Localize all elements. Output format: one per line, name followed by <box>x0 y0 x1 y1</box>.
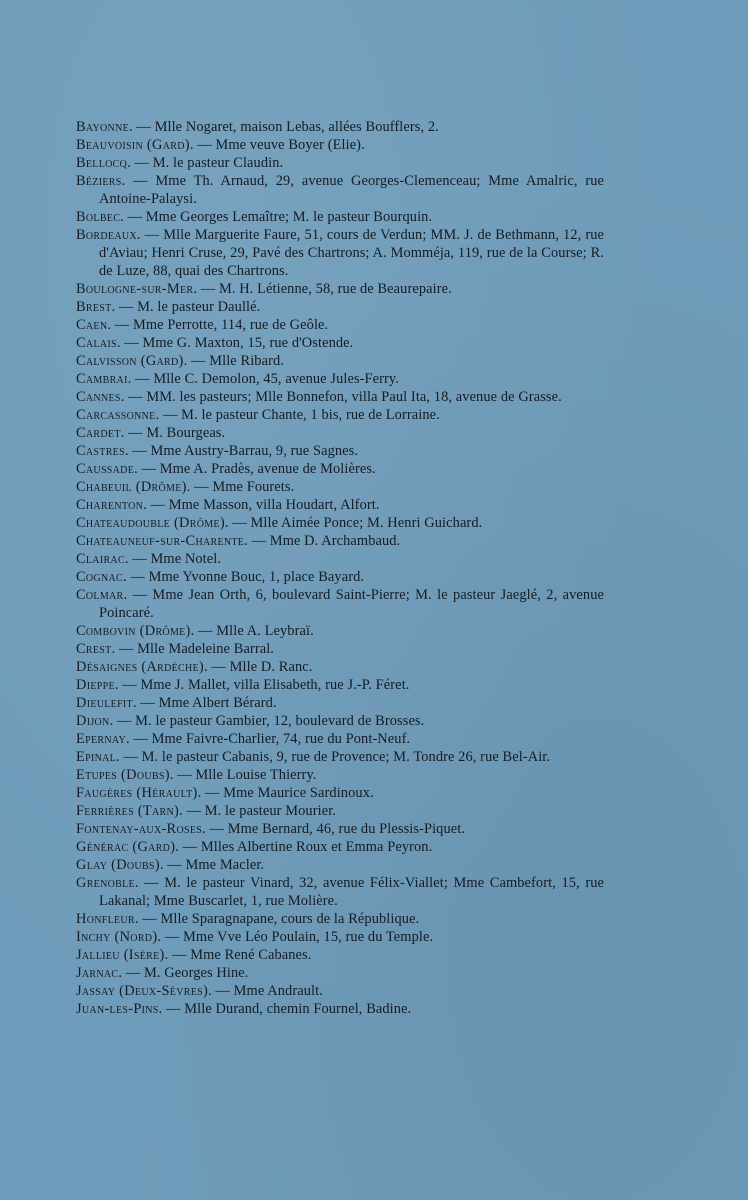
list-item <box>76 712 604 730</box>
separator: . — <box>111 299 138 315</box>
separator: . — <box>114 677 141 693</box>
entry-text: M. Bourgeas. <box>146 425 226 441</box>
separator: . — <box>155 407 182 423</box>
list-item <box>76 226 604 280</box>
city-name: Cambrai <box>76 371 128 387</box>
city-name: Calais <box>76 335 117 351</box>
separator: . — <box>107 317 133 333</box>
list-item <box>76 730 604 748</box>
separator: . — <box>193 281 219 297</box>
entry-text: Mlle Madeleine Barral. <box>137 641 274 657</box>
city-name: Dieppe <box>76 677 115 693</box>
separator: . — <box>129 119 155 135</box>
list-item <box>76 676 604 694</box>
entry-text: Mlle Durand, chemin Fournel, Badine. <box>184 1001 412 1017</box>
city-name: Crest <box>76 641 112 657</box>
list-item <box>76 748 604 766</box>
separator: . — <box>124 443 151 459</box>
city-name: Calvisson (Gard) <box>76 353 184 369</box>
list-item <box>76 208 604 226</box>
separator: . — <box>136 227 164 243</box>
list-item <box>76 442 604 460</box>
city-name: Dijon <box>76 713 110 729</box>
city-name: Chateauneuf-sur-Charente <box>76 533 245 549</box>
separator: . — <box>189 137 216 153</box>
city-name: Fontenay-aux-Roses <box>76 821 203 837</box>
entry-text: Mme Andrault. <box>233 983 323 999</box>
separator: . — <box>127 155 153 171</box>
entry-text: Mlle Nogaret, maison Lebas, allées Boufflers, 2. <box>154 119 439 135</box>
city-name: Dieulefit <box>76 695 133 711</box>
entry-text: M. H. Létienne, 58, rue de Beaurepaire. <box>218 281 452 297</box>
list-item <box>76 316 604 334</box>
separator: . — <box>204 659 230 675</box>
separator: . — <box>208 983 234 999</box>
separator: . — <box>134 875 165 891</box>
city-name: Bolbec <box>76 209 121 225</box>
separator: . — <box>120 389 147 405</box>
city-name: Glay (Doubs) <box>76 857 160 873</box>
city-name: Charenton <box>76 497 144 513</box>
entry-text: M. le pasteur Daullé. <box>137 299 261 315</box>
city-name: Bellocq <box>76 155 128 171</box>
list-item <box>76 1000 604 1018</box>
entry-text: Mme veuve Boyer (Elie). <box>215 137 365 153</box>
city-name: Désaignes (Ardèche) <box>76 659 205 675</box>
entry-text: M. le pasteur Gambier, 12, boulevard de Brosses. <box>135 713 425 729</box>
city-name: Carcassonne <box>76 407 156 423</box>
list-item <box>76 982 604 1000</box>
city-name: Bordeaux <box>76 227 137 243</box>
entry-text: Mme Vve Léo Poulain, 15, rue du Temple. <box>183 929 434 945</box>
separator: . — <box>179 803 205 819</box>
separator: . — <box>202 821 228 837</box>
city-name: Bayonne <box>76 119 129 135</box>
separator: . — <box>134 911 161 927</box>
city-name: Epernay <box>76 731 126 747</box>
separator: . — <box>186 479 213 495</box>
city-name: Cardet <box>76 425 121 441</box>
separator: . — <box>164 947 191 963</box>
list-item <box>76 874 604 910</box>
list-item <box>76 334 604 352</box>
entry-text: Mme Maurice Sardinoux. <box>223 785 374 801</box>
separator: . — <box>158 1001 185 1017</box>
list-item <box>76 388 604 406</box>
list-item <box>76 460 604 478</box>
entry-text: Mlle A. Leybraï. <box>216 623 314 639</box>
entry-text: Mlle Aimée Ponce; M. Henri Guichard. <box>250 515 483 531</box>
list-item <box>76 496 604 514</box>
entry-list <box>76 118 604 1018</box>
entry-text: Mlle Ribard. <box>209 353 284 369</box>
entry-text: Mme Austry-Barrau, 9, rue Sagnes. <box>150 443 359 459</box>
list-item <box>76 154 604 172</box>
list-item <box>76 406 604 424</box>
entry-text: MM. les pasteurs; Mlle Bonnefon, villa Paul Ita, 18, avenue de Grasse. <box>146 389 562 405</box>
separator: . — <box>244 533 270 549</box>
list-item <box>76 280 604 298</box>
city-name: Chabeuil (Drôme) <box>76 479 187 495</box>
entry-text: Mlle Sparagnapane, cours de la République. <box>160 911 420 927</box>
entry-text: Mme Faivre-Charlier, 74, rue du Pont-Neuf. <box>151 731 411 747</box>
separator: . — <box>197 785 224 801</box>
separator: . — <box>118 965 144 981</box>
list-item <box>76 964 604 982</box>
separator: . — <box>175 839 201 855</box>
separator: . — <box>127 371 154 387</box>
city-name: Beauvoisin (Gard) <box>76 137 190 153</box>
list-item <box>76 784 604 802</box>
city-name: Ferrières (Tarn) <box>76 803 180 819</box>
city-name: Faugères (Hérault) <box>76 785 198 801</box>
entry-text: Mme Albert Bérard. <box>158 695 277 711</box>
list-item <box>76 820 604 838</box>
entry-text: M. le pasteur Cabanis, 9, rue de Provence; M. Tondre 26, rue Bel-Air. <box>141 749 551 765</box>
entry-text: Mme Macler. <box>185 857 265 873</box>
city-name: Combovin (Drôme) <box>76 623 191 639</box>
separator: . — <box>143 497 169 513</box>
city-name: Cognac <box>76 569 123 585</box>
list-item <box>76 514 604 532</box>
city-name: Colmar <box>76 587 124 603</box>
separator: . — <box>121 173 156 189</box>
list-item <box>76 172 604 208</box>
city-name: Juan-les-Pins <box>76 1001 159 1017</box>
list-item <box>76 856 604 874</box>
separator: . — <box>111 641 138 657</box>
list-item <box>76 622 604 640</box>
list-item <box>76 658 604 676</box>
city-name: Etupes (Doubs) <box>76 767 170 783</box>
city-name: Chateaudouble (Drôme) <box>76 515 225 531</box>
list-item <box>76 298 604 316</box>
entry-text: Mme G. Maxton, 15, rue d'Ostende. <box>142 335 354 351</box>
entry-text: Mme Fourets. <box>212 479 295 495</box>
list-item <box>76 928 604 946</box>
entry-text: Mlle C. Demolon, 45, avenue Jules-Ferry. <box>153 371 399 387</box>
entry-text: Mme Jean Orth, 6, boulevard Saint-Pierre; M. le pasteur Jaeglé, 2, avenue Poincaré. <box>99 587 604 621</box>
list-item <box>76 352 604 370</box>
city-name: Jallieu (Isère) <box>76 947 165 963</box>
list-item <box>76 550 604 568</box>
separator: . — <box>190 623 217 639</box>
separator: . — <box>159 857 186 873</box>
entry-text: Mme D. Archambaud. <box>269 533 401 549</box>
entry-text: Mme Bernard, 46, rue du Plessis-Piquet. <box>227 821 466 837</box>
entry-text: Mme Yvonne Bouc, 1, place Bayard. <box>148 569 365 585</box>
entry-text: M. le pasteur Mourier. <box>204 803 337 819</box>
list-item <box>76 640 604 658</box>
separator: . — <box>169 767 196 783</box>
list-item <box>76 568 604 586</box>
list-item <box>76 136 604 154</box>
city-name: Clairac <box>76 551 125 567</box>
city-name: Jassay (Deux-Sèvres) <box>76 983 209 999</box>
entry-text: Mme J. Mallet, villa Elisabeth, rue J.-P. Féret. <box>140 677 410 693</box>
separator: . — <box>109 713 136 729</box>
separator: . — <box>125 731 152 747</box>
separator: . — <box>132 695 159 711</box>
entry-text: Mme René Cabanes. <box>190 947 312 963</box>
city-name: Grenoble <box>76 875 135 891</box>
separator: . — <box>124 551 151 567</box>
separator: . — <box>123 587 153 603</box>
separator: . — <box>134 461 160 477</box>
entry-text: Mme Th. Arnaud, 29, avenue Georges-Clemenceau; Mme Amalric, rue Antoine-Palaysi. <box>99 173 604 207</box>
entry-text: M. le pasteur Chante, 1 bis, rue de Lorraine. <box>181 407 440 423</box>
city-name: Honfleur <box>76 911 135 927</box>
entry-text: Mlles Albertine Roux et Emma Peyron. <box>200 839 433 855</box>
separator: . — <box>120 209 146 225</box>
separator: . — <box>183 353 210 369</box>
city-name: Générac (Gard) <box>76 839 176 855</box>
entry-text: Mme Georges Lemaître; M. le pasteur Bourquin. <box>145 209 433 225</box>
city-name: Caussade <box>76 461 135 477</box>
entry-text: Mme A. Pradès, avenue de Molières. <box>159 461 376 477</box>
separator: . — <box>224 515 251 531</box>
separator: . — <box>157 929 184 945</box>
separator: . — <box>120 425 147 441</box>
entry-text: Mme Notel. <box>150 551 222 567</box>
entry-text: M. le pasteur Claudin. <box>152 155 284 171</box>
list-item <box>76 838 604 856</box>
list-item <box>76 478 604 496</box>
city-name: Epinal <box>76 749 117 765</box>
list-item <box>76 802 604 820</box>
entry-text: Mlle Marguerite Faure, 51, cours de Verdun; MM. J. de Bethmann, 12, rue d'Aviau; Henri Cruse, 29, Pavé des Chartrons; A. Momméja, 119, rue de la Course; R. de Luze, 88, quai des Chartrons. <box>99 227 604 279</box>
list-item <box>76 766 604 784</box>
city-name: Castres <box>76 443 125 459</box>
entry-text: M. Georges Hine. <box>144 965 249 981</box>
separator: . — <box>122 569 149 585</box>
city-name: Béziers <box>76 173 122 189</box>
list-item <box>76 694 604 712</box>
entry-text: Mlle D. Ranc. <box>229 659 313 675</box>
list-item <box>76 946 604 964</box>
entry-text: M. le pasteur Vinard, 32, avenue Félix-Viallet; Mme Cambefort, 15, rue Lakanal; Mme Buscarlet, 1, rue Molière. <box>99 875 604 909</box>
city-name: Caen <box>76 317 108 333</box>
list-item <box>76 118 604 136</box>
city-name: Jarnac <box>76 965 119 981</box>
list-item <box>76 910 604 928</box>
separator: . — <box>116 749 142 765</box>
city-name: Brest <box>76 299 112 315</box>
list-item <box>76 424 604 442</box>
list-item <box>76 370 604 388</box>
city-name: Inchy (Nord) <box>76 929 158 945</box>
entry-text: Mme Masson, villa Houdart, Alfort. <box>168 497 380 513</box>
list-item <box>76 586 604 622</box>
entry-text: Mme Perrotte, 114, rue de Geôle. <box>132 317 329 333</box>
city-name: Boulogne-sur-Mer <box>76 281 194 297</box>
entry-text: Mlle Louise Thierry. <box>195 767 317 783</box>
separator: . — <box>116 335 143 351</box>
list-item <box>76 532 604 550</box>
city-name: Cannes <box>76 389 121 405</box>
